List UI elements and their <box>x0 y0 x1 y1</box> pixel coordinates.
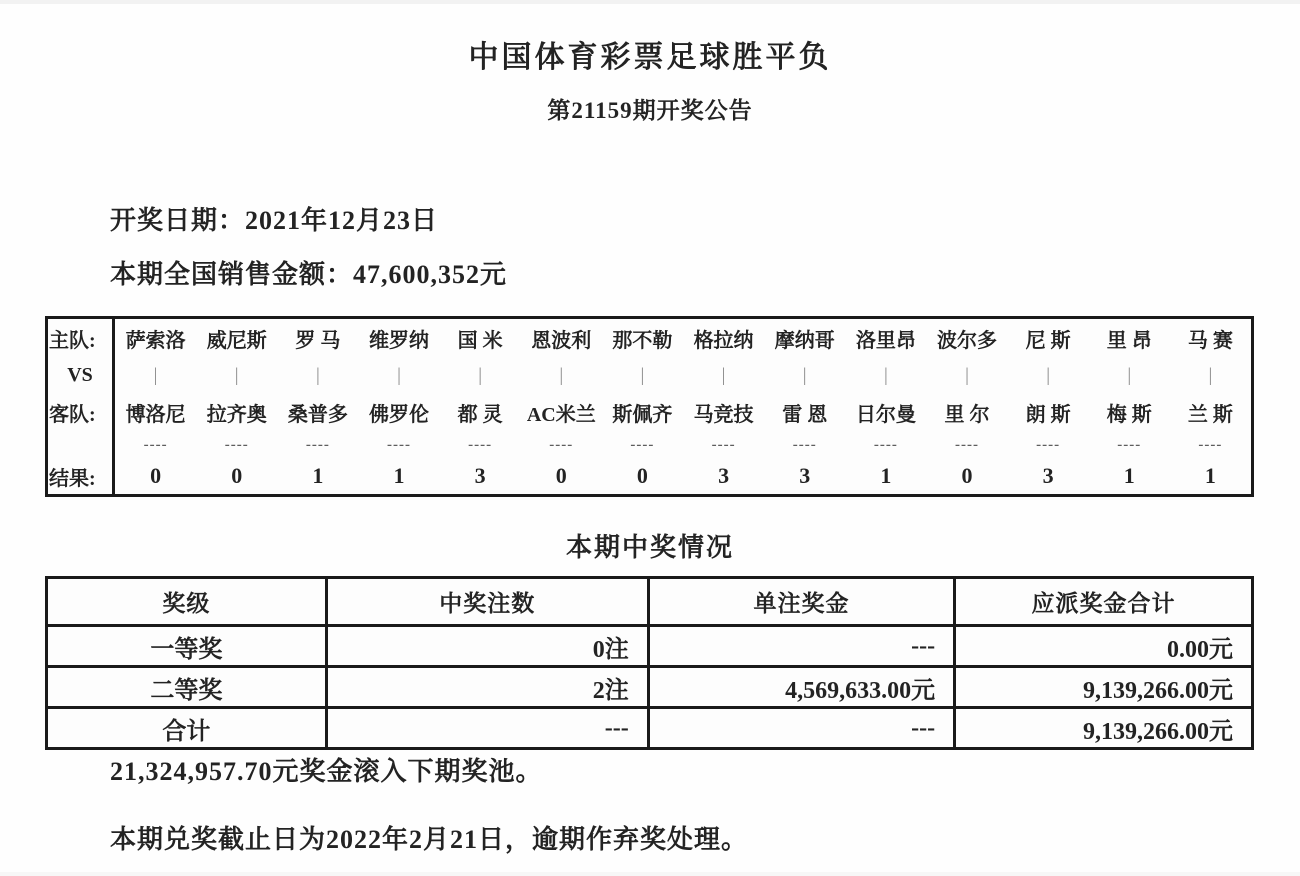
prize-column-header-3: 单注奖金 <box>648 578 954 626</box>
match-6-home: 恩波利 <box>531 330 592 352</box>
match-8-away: 马竞技 <box>693 404 754 426</box>
prize-column-header-4: 应派奖金合计 <box>955 578 1253 626</box>
prize-table-row-3 <box>47 708 1253 749</box>
match-12-result: 3 <box>1042 463 1054 488</box>
match-14-dash: ---- <box>1198 436 1223 453</box>
match-4-result: 1 <box>393 463 405 488</box>
match-9-away: 雷 恩 <box>782 404 828 426</box>
match-9-vs: | <box>802 364 807 386</box>
prize-section-title: 本期中奖情况 <box>565 533 734 562</box>
match-3-home: 罗 马 <box>295 330 341 352</box>
match-3-away: 桑普多 <box>287 404 348 426</box>
prize-table-row-1 <box>47 626 1253 667</box>
prize-column-header-2: 中奖注数 <box>326 578 648 626</box>
match-14-away: 兰 斯 <box>1187 404 1233 426</box>
draw-date-value: 2021年12月23日 <box>245 206 439 235</box>
prize-cell-r2-c4: 9,139,266.00元 <box>955 667 1253 708</box>
match-5-away: 都 灵 <box>457 404 503 426</box>
match-2-home: 威尼斯 <box>206 330 267 352</box>
match-results-table <box>45 316 1254 497</box>
match-3-vs: | <box>315 364 320 386</box>
match-10-home: 洛里昂 <box>855 330 916 352</box>
prize-column-header-1: 奖级 <box>47 578 327 626</box>
match-2-away: 拉齐奥 <box>206 404 267 426</box>
match-10-away: 日尔曼 <box>855 404 916 426</box>
match-1-away: 博洛尼 <box>125 404 186 426</box>
match-2-vs: | <box>234 364 239 386</box>
sales-label: 本期全国销售金额： <box>110 260 354 289</box>
match-7-away: 斯佩齐 <box>612 404 673 426</box>
draw-date-line <box>110 200 438 237</box>
match-10-vs: | <box>883 364 888 386</box>
page-subtitle: 第21159期开奖公告 <box>547 98 753 123</box>
match-8-result: 3 <box>718 463 730 488</box>
match-3-result: 1 <box>312 463 324 488</box>
match-14-vs: | <box>1208 364 1213 386</box>
match-row-label-result: 结果: <box>48 458 115 494</box>
match-13-home: 里 昂 <box>1106 330 1152 352</box>
match-9-home: 摩纳哥 <box>774 330 835 352</box>
match-5-result: 3 <box>474 463 486 488</box>
match-11-away: 里 尔 <box>944 404 990 426</box>
match-8-dash: ---- <box>711 436 736 453</box>
prize-table <box>45 576 1254 750</box>
match-5-vs: | <box>478 364 483 386</box>
prize-cell-r3-c1: 合计 <box>47 708 327 749</box>
prize-table-body <box>47 626 1253 749</box>
match-4-dash: ---- <box>387 436 411 453</box>
match-row-label-home: 主队: <box>48 319 115 358</box>
prize-cell-r1-c2: 0注 <box>326 626 648 667</box>
match-1-vs: | <box>153 364 158 386</box>
match-4-vs: | <box>397 364 401 386</box>
prize-cell-r1-c3: --- <box>648 626 954 667</box>
match-9-result: 3 <box>799 463 811 488</box>
match-row-label-vs: VS <box>48 358 115 393</box>
match-row-label-dash <box>48 432 115 458</box>
match-12-vs: | <box>1046 364 1051 386</box>
match-12-dash: ---- <box>1036 436 1061 453</box>
prize-table-header-row <box>47 578 1253 626</box>
match-8-vs: | <box>721 364 726 386</box>
match-2-result: 0 <box>231 463 243 488</box>
match-row-label-away: 客队: <box>48 393 115 432</box>
match-6-vs: | <box>559 364 564 386</box>
match-13-away: 梅 斯 <box>1106 404 1152 426</box>
match-6-away: AC米兰 <box>526 404 596 426</box>
match-10-dash: ---- <box>873 436 898 453</box>
match-13-result: 1 <box>1123 463 1135 488</box>
match-14-home: 马 赛 <box>1187 330 1233 352</box>
match-7-vs: | <box>640 364 645 386</box>
match-1-result: 0 <box>150 463 162 488</box>
page-title: 中国体育彩票足球胜平负 <box>468 41 832 74</box>
sales-line <box>110 254 507 291</box>
prize-cell-r1-c4: 0.00元 <box>955 626 1253 667</box>
prize-cell-r2-c3: 4,569,633.00元 <box>648 667 954 708</box>
prize-cell-r1-c1: 一等奖 <box>47 626 327 667</box>
match-11-dash: ---- <box>955 436 979 453</box>
draw-date-label: 开奖日期： <box>110 206 246 235</box>
match-11-vs: | <box>965 364 969 386</box>
match-4-away: 佛罗伦 <box>368 404 429 426</box>
match-1-dash: ---- <box>143 436 168 453</box>
match-9-dash: ---- <box>792 436 817 453</box>
match-10-result: 1 <box>880 463 892 488</box>
match-11-result: 0 <box>961 463 973 488</box>
prize-cell-r3-c2: --- <box>326 708 648 749</box>
match-6-dash: ---- <box>549 436 574 453</box>
match-13-dash: ---- <box>1117 436 1142 453</box>
prize-cell-r2-c2: 2注 <box>326 667 648 708</box>
match-5-home: 国 米 <box>457 330 503 352</box>
match-5-dash: ---- <box>468 436 493 453</box>
prize-cell-r2-c1: 二等奖 <box>47 667 327 708</box>
sales-value: 47,600,352元 <box>353 260 508 289</box>
match-2-dash: ---- <box>224 436 249 453</box>
match-14-result: 1 <box>1204 463 1216 488</box>
rollover-line: 21,324,957.70元奖金滚入下期奖池。 <box>110 757 543 786</box>
match-12-away: 朗 斯 <box>1025 404 1071 426</box>
prize-table-row-2 <box>47 667 1253 708</box>
match-12-home: 尼 斯 <box>1025 330 1071 352</box>
match-8-home: 格拉纳 <box>693 330 754 352</box>
match-3-dash: ---- <box>305 436 330 453</box>
match-11-home: 波尔多 <box>936 330 997 352</box>
match-4-home: 维罗纳 <box>368 330 429 352</box>
prize-cell-r3-c3: --- <box>648 708 954 749</box>
match-1-home: 萨索洛 <box>125 330 186 352</box>
prize-cell-r3-c4: 9,139,266.00元 <box>955 708 1253 749</box>
match-13-vs: | <box>1127 364 1132 386</box>
match-6-result: 0 <box>555 463 567 488</box>
match-7-home: 那不勒 <box>612 330 673 352</box>
match-7-dash: ---- <box>630 436 655 453</box>
match-7-result: 0 <box>636 463 648 488</box>
deadline-line: 本期兑奖截止日为2022年2月21日，逾期作弃奖处理。 <box>110 825 749 854</box>
